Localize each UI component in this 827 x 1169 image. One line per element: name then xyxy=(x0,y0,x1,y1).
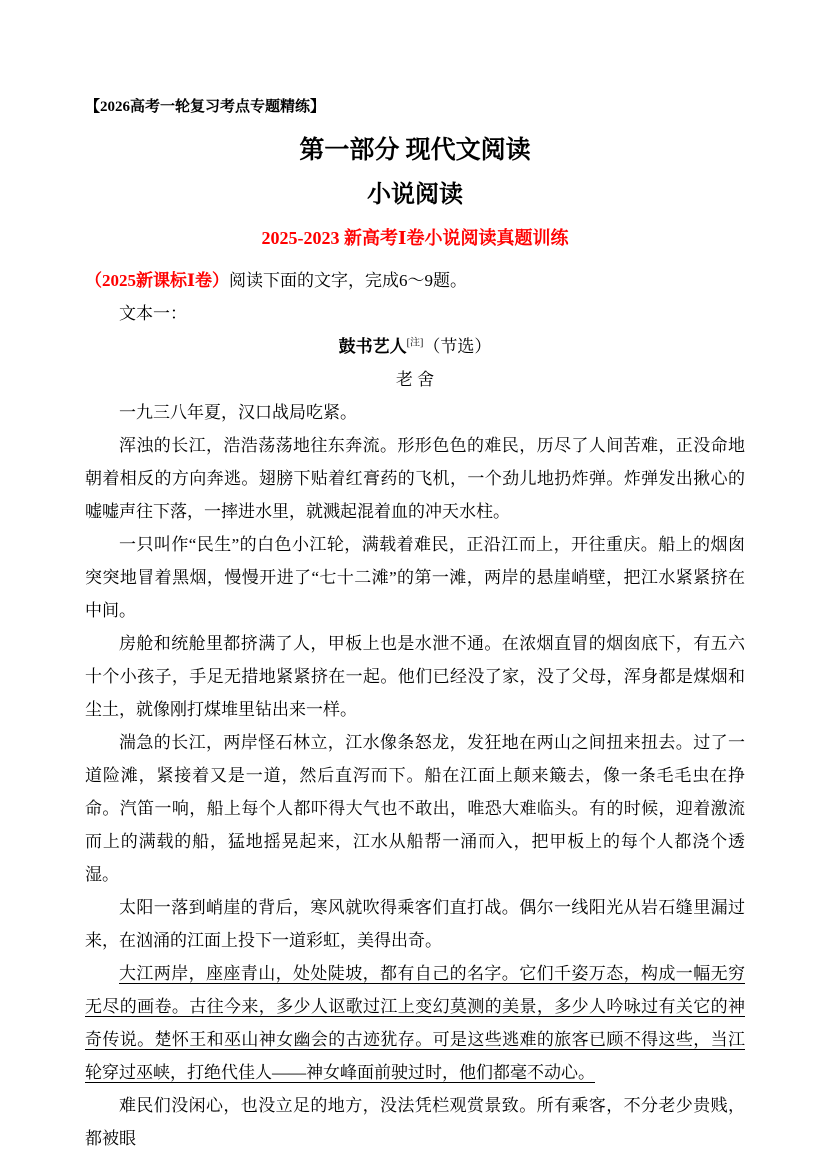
work-title-line xyxy=(85,330,745,363)
underlined-paragraph: 大江两岸，座座青山，处处陡坡，都有自己的名字。它们千姿万态，构成一幅无穷无尽的画卷。古往今来，多少人讴歌过江上变幻莫测的美景，多少人吟咏过有关它的神奇传说。楚怀王和巫山神女幽会的古迹犹存。可是这些逃难的旅客已顾不得这些，当江轮穿过巫峡，打绝代佳人——神女峰面前驶过时，他们都毫不动心。 xyxy=(85,964,745,1082)
work-title: 鼓书艺人 xyxy=(338,337,407,356)
exam-intro-line xyxy=(85,264,745,297)
section-title: 小说阅读 xyxy=(367,182,463,208)
body-paragraph: 太阳一落到峭崖的背后，寒风就吹得乘客们直打战。偶尔一线阳光从岩石缝里漏过来，在汹涌的江面上投下一道彩虹，美得出奇。 xyxy=(85,898,745,950)
body-paragraph: 房舱和统舱里都挤满了人，甲板上也是水泄不通。在浓烟直冒的烟囱底下，有五六十个小孩子，手足无措地紧紧挤在一起。他们已经没了家，没了父母，浑身都是煤烟和尘土，就像刚打煤堆里钻出来一样。 xyxy=(85,634,745,719)
series-tag: 【2026高考一轮复习考点专题精练】 xyxy=(85,99,326,115)
author-name: 老 舍 xyxy=(395,370,435,389)
body-paragraph: 一九三八年夏，汉口战局吃紧。 xyxy=(119,403,357,422)
note-marker: [注] xyxy=(406,337,424,349)
exam-instruction: 阅读下面的文字，完成6～9题。 xyxy=(228,271,467,290)
body-paragraph: 难民们没闲心，也没立足的地方，没法凭栏观赏景致。所有乘客，不分老少贵贱，都被眼 xyxy=(85,1096,745,1148)
body-paragraph: 浑浊的长江，浩浩荡荡地往东奔流。形形色色的难民，历尽了人间苦难，正没命地朝着相反的方向奔逃。翅膀下贴着红膏药的飞机，一个劲儿地扔炸弹。炸弹发出揪心的嘘嘘声往下落，一摔进水里，就溅起混着血的冲天水柱。 xyxy=(85,436,745,521)
topic-subtitle: 2025-2023 新高考Ⅰ卷小说阅读真题训练 xyxy=(261,228,569,248)
text-one-label: 文本一： xyxy=(119,304,187,323)
part-title: 第一部分 现代文阅读 xyxy=(299,137,531,164)
work-subtitle: （节选） xyxy=(423,337,492,356)
body-paragraph: 一只叫作“民生”的白色小江轮，满载着难民，正沿江而上，开往重庆。船上的烟囱突突地冒着黑烟，慢慢开进了“七十二滩”的第一滩，两岸的悬崖峭壁，把江水紧紧挤在中间。 xyxy=(85,535,745,620)
body-paragraph: 湍急的长江，两岸怪石林立，江水像条怒龙，发狂地在两山之间扭来扭去。过了一道险滩，紧接着又是一道，然后直泻而下。船在江面上颠来簸去，像一条毛毛虫在挣命。汽笛一响，船上每个人都吓得大气也不敢出，唯恐大难临头。有的时候，迎着激流而上的满载的船，猛地摇晃起来，江水从船帮一涌而入，把甲板上的每个人都浇个透湿。 xyxy=(85,733,745,884)
exam-source-label: （2025新课标Ⅰ卷） xyxy=(85,271,229,290)
